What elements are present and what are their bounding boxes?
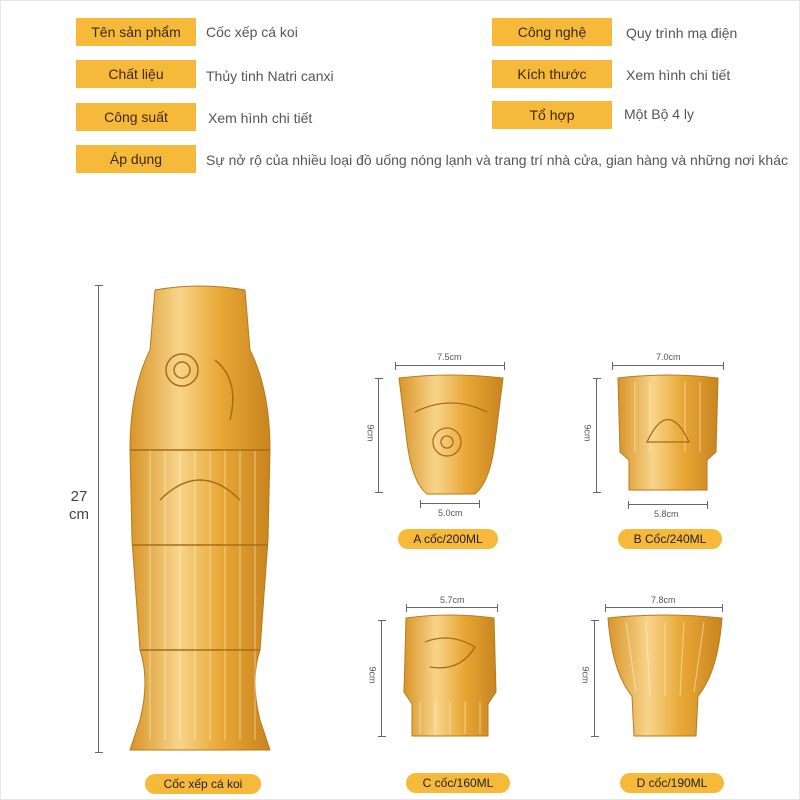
cup-c-top-label: 5.7cm: [440, 595, 465, 605]
spec-label-technology: Công nghệ: [492, 18, 612, 46]
spec-label-application: Áp dụng: [76, 145, 196, 173]
spec-label-combination: Tổ hợp: [492, 101, 612, 129]
spec-value-product-name: Cốc xếp cá koi: [206, 24, 298, 40]
spec-label-size: Kích thước: [492, 60, 612, 88]
spec-label-product-name: Tên sản phẩm: [76, 18, 196, 46]
cup-b-caption: B Cốc/240ML: [618, 529, 722, 549]
cup-a-top-label: 7.5cm: [437, 352, 462, 362]
cup-b-image: [615, 372, 721, 496]
cup-a-image: [395, 372, 507, 498]
spec-value-technology: Quy trình mạ điện: [626, 25, 738, 41]
cup-a-bottom-label: 5.0cm: [438, 508, 463, 518]
stack-height-label: [62, 488, 96, 524]
stacked-koi-glass-image: [120, 280, 280, 760]
cup-b-height-label: 9cm: [582, 424, 593, 442]
cup-c-top-dimension: [406, 607, 498, 608]
cup-b-bottom-label: 5.8cm: [654, 509, 679, 519]
cup-d-image: [606, 612, 724, 742]
cup-a-height-dimension: [378, 378, 379, 493]
cup-a-bottom-dimension: [420, 503, 480, 504]
spec-value-application: Sự nở rộ của nhiều loại đồ uống nóng lạnh và trang trí nhà cửa, gian hàng và những nơi khác: [206, 152, 788, 168]
spec-label-material: Chất liệu: [76, 60, 196, 88]
spec-label-capacity: Công suất: [76, 103, 196, 131]
cup-a-height-label: 9cm: [365, 424, 376, 442]
cup-d-height-label: 9cm: [580, 666, 591, 684]
cup-c-height-dimension: [381, 620, 382, 737]
spec-value-size: Xem hình chi tiết: [626, 67, 731, 83]
stack-height-value: 27: [70, 488, 88, 505]
spec-value-capacity: Xem hình chi tiết: [208, 110, 313, 126]
stack-caption: Cốc xếp cá koi: [145, 774, 261, 794]
cup-c-height-label: 9cm: [367, 666, 378, 684]
cup-b-height-dimension: [596, 378, 597, 493]
cup-d-height-dimension: [594, 620, 595, 737]
stack-height-unit: cm: [69, 506, 89, 523]
spec-value-material: Thủy tinh Natri canxi: [206, 68, 334, 84]
spec-value-combination: Một Bộ 4 ly: [624, 106, 695, 122]
cup-b-bottom-dimension: [628, 504, 708, 505]
cup-d-top-dimension: [605, 607, 723, 608]
cup-a-caption: A cốc/200ML: [398, 529, 498, 549]
cup-d-top-label: 7.8cm: [651, 595, 676, 605]
cup-c-image: [400, 612, 500, 742]
cup-a-top-dimension: [395, 365, 505, 366]
stack-height-dimension-line: [98, 285, 99, 753]
cup-d-caption: D cốc/190ML: [620, 773, 724, 793]
cup-c-caption: C cốc/160ML: [406, 773, 510, 793]
cup-b-top-dimension: [612, 365, 724, 366]
cup-b-top-label: 7.0cm: [656, 352, 681, 362]
